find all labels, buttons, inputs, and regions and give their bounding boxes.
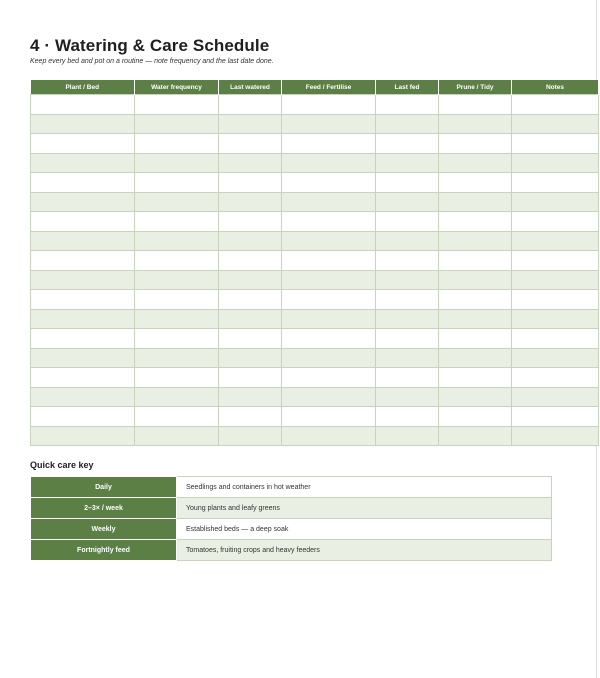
- table-cell[interactable]: [439, 153, 512, 173]
- care-key-label: Weekly: [31, 519, 177, 540]
- table-cell[interactable]: [31, 212, 135, 232]
- column-header-water-frequency: Water frequency: [135, 80, 219, 95]
- table-cell[interactable]: [282, 114, 376, 134]
- table-cell[interactable]: [135, 192, 219, 212]
- table-cell[interactable]: [439, 173, 512, 193]
- table-cell[interactable]: [376, 192, 439, 212]
- column-header-notes: Notes: [512, 80, 599, 95]
- care-key-description: Tomatoes, fruiting crops and heavy feeders: [177, 540, 552, 561]
- table-cell[interactable]: [135, 368, 219, 388]
- page-subtitle: Keep every bed and pot on a routine — note frequency and the last date done.: [30, 58, 274, 65]
- table-row: [31, 368, 599, 388]
- column-header-last-watered: Last watered: [219, 80, 282, 95]
- table-cell[interactable]: [219, 309, 282, 329]
- table-cell[interactable]: [219, 270, 282, 290]
- table-cell[interactable]: [282, 192, 376, 212]
- table-cell[interactable]: [135, 407, 219, 427]
- table-cell[interactable]: [282, 95, 376, 115]
- table-cell[interactable]: [282, 231, 376, 251]
- table-cell[interactable]: [512, 368, 599, 388]
- table-cell[interactable]: [282, 290, 376, 310]
- table-cell[interactable]: [219, 407, 282, 427]
- table-cell[interactable]: [376, 212, 439, 232]
- table-cell[interactable]: [31, 329, 135, 349]
- table-row: [31, 309, 599, 329]
- table-cell[interactable]: [282, 134, 376, 154]
- table-cell[interactable]: [512, 153, 599, 173]
- table-cell[interactable]: [376, 95, 439, 115]
- table-cell[interactable]: [512, 309, 599, 329]
- table-row: [31, 153, 599, 173]
- care-key-row: [31, 498, 552, 519]
- table-cell[interactable]: [439, 426, 512, 446]
- table-cell[interactable]: [282, 387, 376, 407]
- table-cell[interactable]: [282, 251, 376, 271]
- care-key-row: [31, 540, 552, 561]
- column-header-plant-bed: Plant / Bed: [31, 80, 135, 95]
- table-cell[interactable]: [282, 153, 376, 173]
- table-cell[interactable]: [439, 348, 512, 368]
- table-cell[interactable]: [31, 426, 135, 446]
- table-row: [31, 426, 599, 446]
- table-cell[interactable]: [376, 231, 439, 251]
- table-cell[interactable]: [439, 114, 512, 134]
- table-cell[interactable]: [219, 426, 282, 446]
- table-cell[interactable]: [439, 270, 512, 290]
- table-cell[interactable]: [219, 173, 282, 193]
- table-cell[interactable]: [376, 426, 439, 446]
- table-cell[interactable]: [31, 114, 135, 134]
- table-cell[interactable]: [439, 309, 512, 329]
- table-row: [31, 114, 599, 134]
- table-cell[interactable]: [31, 368, 135, 388]
- table-cell[interactable]: [376, 309, 439, 329]
- table-cell[interactable]: [282, 407, 376, 427]
- table-row: [31, 95, 599, 115]
- table-row: [31, 387, 599, 407]
- table-cell[interactable]: [135, 270, 219, 290]
- table-cell[interactable]: [512, 212, 599, 232]
- table-cell[interactable]: [512, 329, 599, 349]
- table-cell[interactable]: [376, 153, 439, 173]
- care-key-table: [30, 476, 552, 561]
- table-cell[interactable]: [135, 426, 219, 446]
- watering-schedule-table: [30, 80, 599, 446]
- table-cell[interactable]: [135, 231, 219, 251]
- care-key-description: Seedlings and containers in hot weather: [177, 477, 552, 498]
- table-cell[interactable]: [135, 387, 219, 407]
- table-row: [31, 134, 599, 154]
- table-cell[interactable]: [512, 134, 599, 154]
- table-cell[interactable]: [219, 212, 282, 232]
- table-cell[interactable]: [135, 348, 219, 368]
- table-cell[interactable]: [31, 251, 135, 271]
- table-cell[interactable]: [512, 348, 599, 368]
- column-header-last-fed: Last fed: [376, 80, 439, 95]
- table-cell[interactable]: [219, 329, 282, 349]
- table-cell[interactable]: [439, 134, 512, 154]
- table-cell[interactable]: [282, 173, 376, 193]
- table-cell[interactable]: [512, 251, 599, 271]
- table-cell[interactable]: [135, 290, 219, 310]
- table-cell[interactable]: [135, 309, 219, 329]
- table-row: [31, 290, 599, 310]
- table-cell[interactable]: [282, 348, 376, 368]
- table-cell[interactable]: [439, 212, 512, 232]
- table-cell[interactable]: [376, 134, 439, 154]
- table-row: [31, 348, 599, 368]
- table-cell[interactable]: [512, 407, 599, 427]
- table-cell[interactable]: [135, 95, 219, 115]
- table-cell[interactable]: [439, 329, 512, 349]
- table-cell[interactable]: [512, 192, 599, 212]
- table-cell[interactable]: [135, 134, 219, 154]
- table-cell[interactable]: [376, 407, 439, 427]
- table-cell[interactable]: [219, 153, 282, 173]
- care-key-row: [31, 477, 552, 498]
- care-key-label: Fortnightly feed: [31, 540, 177, 561]
- care-key-description: Established beds — a deep soak: [177, 519, 552, 540]
- table-cell[interactable]: [376, 270, 439, 290]
- table-cell[interactable]: [31, 290, 135, 310]
- table-cell[interactable]: [219, 387, 282, 407]
- table-cell[interactable]: [31, 348, 135, 368]
- table-cell[interactable]: [135, 251, 219, 271]
- table-cell[interactable]: [512, 270, 599, 290]
- table-header-row: [31, 80, 599, 95]
- table-cell[interactable]: [512, 95, 599, 115]
- table-cell[interactable]: [512, 290, 599, 310]
- table-cell[interactable]: [219, 368, 282, 388]
- table-cell[interactable]: [135, 114, 219, 134]
- table-cell[interactable]: [282, 309, 376, 329]
- schedule-body: [31, 95, 599, 446]
- column-header-prune-tidy: Prune / Tidy: [439, 80, 512, 95]
- table-cell[interactable]: [439, 192, 512, 212]
- table-cell[interactable]: [219, 251, 282, 271]
- table-cell[interactable]: [376, 329, 439, 349]
- table-cell[interactable]: [31, 387, 135, 407]
- table-cell[interactable]: [219, 134, 282, 154]
- table-cell[interactable]: [135, 153, 219, 173]
- care-key-label: Daily: [31, 477, 177, 498]
- care-key-heading: Quick care key: [30, 460, 94, 470]
- table-cell[interactable]: [282, 426, 376, 446]
- table-cell[interactable]: [135, 212, 219, 232]
- table-cell[interactable]: [219, 114, 282, 134]
- table-cell[interactable]: [376, 368, 439, 388]
- table-cell[interactable]: [282, 329, 376, 349]
- page-title: 4 · Watering & Care Schedule: [30, 36, 270, 55]
- table-cell[interactable]: [439, 368, 512, 388]
- table-cell[interactable]: [512, 114, 599, 134]
- table-row: [31, 212, 599, 232]
- table-cell[interactable]: [512, 387, 599, 407]
- table-cell[interactable]: [31, 134, 135, 154]
- table-cell[interactable]: [31, 231, 135, 251]
- table-cell[interactable]: [219, 192, 282, 212]
- table-cell[interactable]: [31, 95, 135, 115]
- table-row: [31, 270, 599, 290]
- column-header-feed-fertilise: Feed / Fertilise: [282, 80, 376, 95]
- table-cell[interactable]: [439, 231, 512, 251]
- table-cell[interactable]: [376, 290, 439, 310]
- table-cell[interactable]: [135, 329, 219, 349]
- table-cell[interactable]: [376, 251, 439, 271]
- table-cell[interactable]: [376, 387, 439, 407]
- table-cell[interactable]: [219, 231, 282, 251]
- table-cell[interactable]: [282, 270, 376, 290]
- table-cell[interactable]: [31, 407, 135, 427]
- table-cell[interactable]: [512, 173, 599, 193]
- table-cell[interactable]: [282, 368, 376, 388]
- care-key-row: [31, 519, 552, 540]
- table-cell[interactable]: [439, 407, 512, 427]
- table-row: [31, 173, 599, 193]
- table-cell[interactable]: [439, 251, 512, 271]
- table-cell[interactable]: [219, 290, 282, 310]
- table-cell[interactable]: [31, 153, 135, 173]
- table-cell[interactable]: [512, 426, 599, 446]
- table-cell[interactable]: [282, 212, 376, 232]
- table-cell[interactable]: [439, 95, 512, 115]
- table-row: [31, 407, 599, 427]
- table-cell[interactable]: [512, 231, 599, 251]
- table-cell[interactable]: [219, 95, 282, 115]
- table-cell[interactable]: [376, 173, 439, 193]
- table-cell[interactable]: [376, 348, 439, 368]
- table-row: [31, 251, 599, 271]
- care-key-description: Young plants and leafy greens: [177, 498, 552, 519]
- table-cell[interactable]: [31, 270, 135, 290]
- table-cell[interactable]: [219, 348, 282, 368]
- table-row: [31, 231, 599, 251]
- table-row: [31, 329, 599, 349]
- table-cell[interactable]: [439, 290, 512, 310]
- table-row: [31, 192, 599, 212]
- table-cell[interactable]: [31, 192, 135, 212]
- table-cell[interactable]: [31, 309, 135, 329]
- table-cell[interactable]: [376, 114, 439, 134]
- table-cell[interactable]: [135, 173, 219, 193]
- table-cell[interactable]: [31, 173, 135, 193]
- care-key-label: 2–3× / week: [31, 498, 177, 519]
- table-cell[interactable]: [439, 387, 512, 407]
